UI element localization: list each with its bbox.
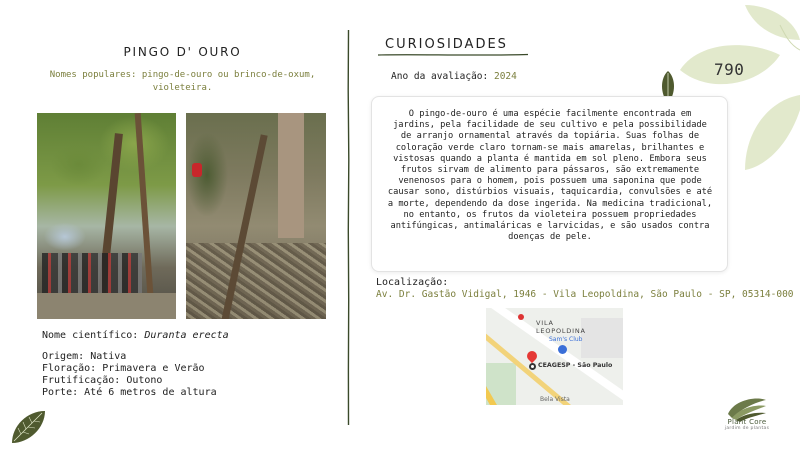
fact-label: Porte:	[42, 387, 79, 398]
evaluation-year	[391, 71, 517, 82]
location-address: Av. Dr. Gastão Vidigal, 1946 - Vila Leopoldina, São Paulo - SP, 05314-000	[376, 289, 794, 300]
brand-tagline: jardim de plantas	[724, 426, 770, 431]
fact-label: Origem:	[42, 351, 85, 362]
fact-value: Nativa	[90, 351, 127, 362]
brand-name-text: Plant Core	[727, 418, 767, 426]
fact-value: Primavera e Verão	[102, 363, 205, 374]
curiosities-title: CURIOSIDADES	[385, 37, 508, 52]
plant-name: PINGO D' OURO	[123, 45, 242, 59]
evaluation-year-label: Ano da avaliação:	[391, 71, 489, 82]
brand-name	[712, 418, 782, 431]
scientific-name-value: Duranta erecta	[144, 330, 229, 341]
plant-facts	[42, 351, 217, 399]
fact-label: Frutificação:	[42, 375, 121, 386]
map-bottom-label: Bela Vista	[540, 396, 570, 403]
plant-photo-1	[37, 113, 176, 319]
popular-names-label: Nomes populares:	[49, 70, 137, 80]
map-poi-label: Sam's Club	[549, 336, 583, 343]
evaluation-year-value: 2024	[493, 71, 517, 82]
column-divider	[347, 30, 350, 425]
fact-label: Floração:	[42, 363, 97, 374]
fact-fruiting	[42, 375, 217, 387]
curiosities-text: O pingo-de-ouro é uma espécie facilmente encontrada em jardins, pela facilidade de seu cultivo e pela possibilidade de arranjo ornamental através da topiária. Suas folhas de coloração verde claro tornam-se mais amarelas, brilhantes e vistosas quando a planta é mantida em sol pleno. Embora seus frutos sirvam de alimento para pássaros, são extremamente venenosos para o homem, pois possuem uma saponina que pode causar sono, distúrbios visuais, taquicardia, convulsões e até a morte, dependendo da dose ingerida. Na medicina tradicional, no entanto, os frutos da violeteira possuem propriedades antifúngicas, antimaláricas e larvicidas, e são usados contra doenças de pele.	[387, 109, 713, 243]
popular-names-value: pingo-de-ouro ou brinco-de-oxum, violeteira.	[141, 70, 316, 93]
scientific-name	[42, 330, 229, 341]
map-district-label: VILA LEOPOLDINA	[536, 319, 586, 335]
map-location-dot-icon	[529, 363, 536, 370]
map-marker-label: CEAGESP - São Paulo	[538, 362, 613, 369]
fact-size	[42, 387, 217, 399]
badge-number: 790	[714, 60, 745, 79]
fact-value: Até 6 metros de altura	[84, 387, 217, 398]
plant-photo-2	[186, 113, 326, 319]
scientific-name-label: Nome científico:	[42, 330, 139, 341]
popular-names	[30, 69, 335, 95]
fact-origin	[42, 351, 217, 363]
map-poi-marker-icon	[518, 314, 524, 320]
title-underline	[378, 53, 528, 57]
location-label: Localização:	[376, 277, 449, 288]
map-poi-pin-icon	[558, 345, 567, 354]
fact-value: Outono	[126, 375, 163, 386]
leaf-icon	[9, 408, 47, 446]
fact-flowering	[42, 363, 217, 375]
location-map[interactable]	[486, 308, 623, 405]
